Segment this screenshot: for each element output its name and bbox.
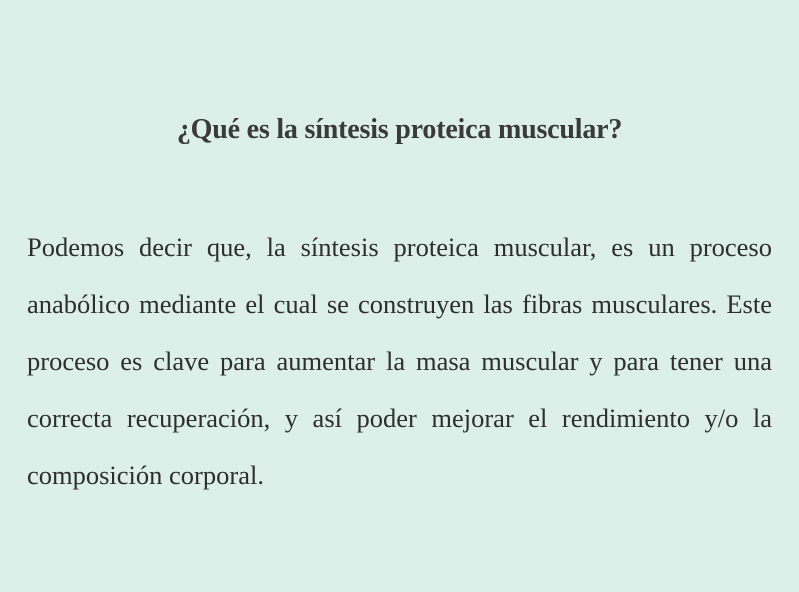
- body-paragraph: Podemos decir que, la síntesis proteica muscular, es un proceso anabólico mediante el cual se construyen las fibras musculares. Este proceso es clave para aumentar la masa muscular y para tener una correcta recuperación, y así poder mejorar el rendimiento y/o la composición corporal.: [27, 232, 772, 490]
- section-heading: ¿Qué es la síntesis proteica muscular?: [176, 114, 623, 145]
